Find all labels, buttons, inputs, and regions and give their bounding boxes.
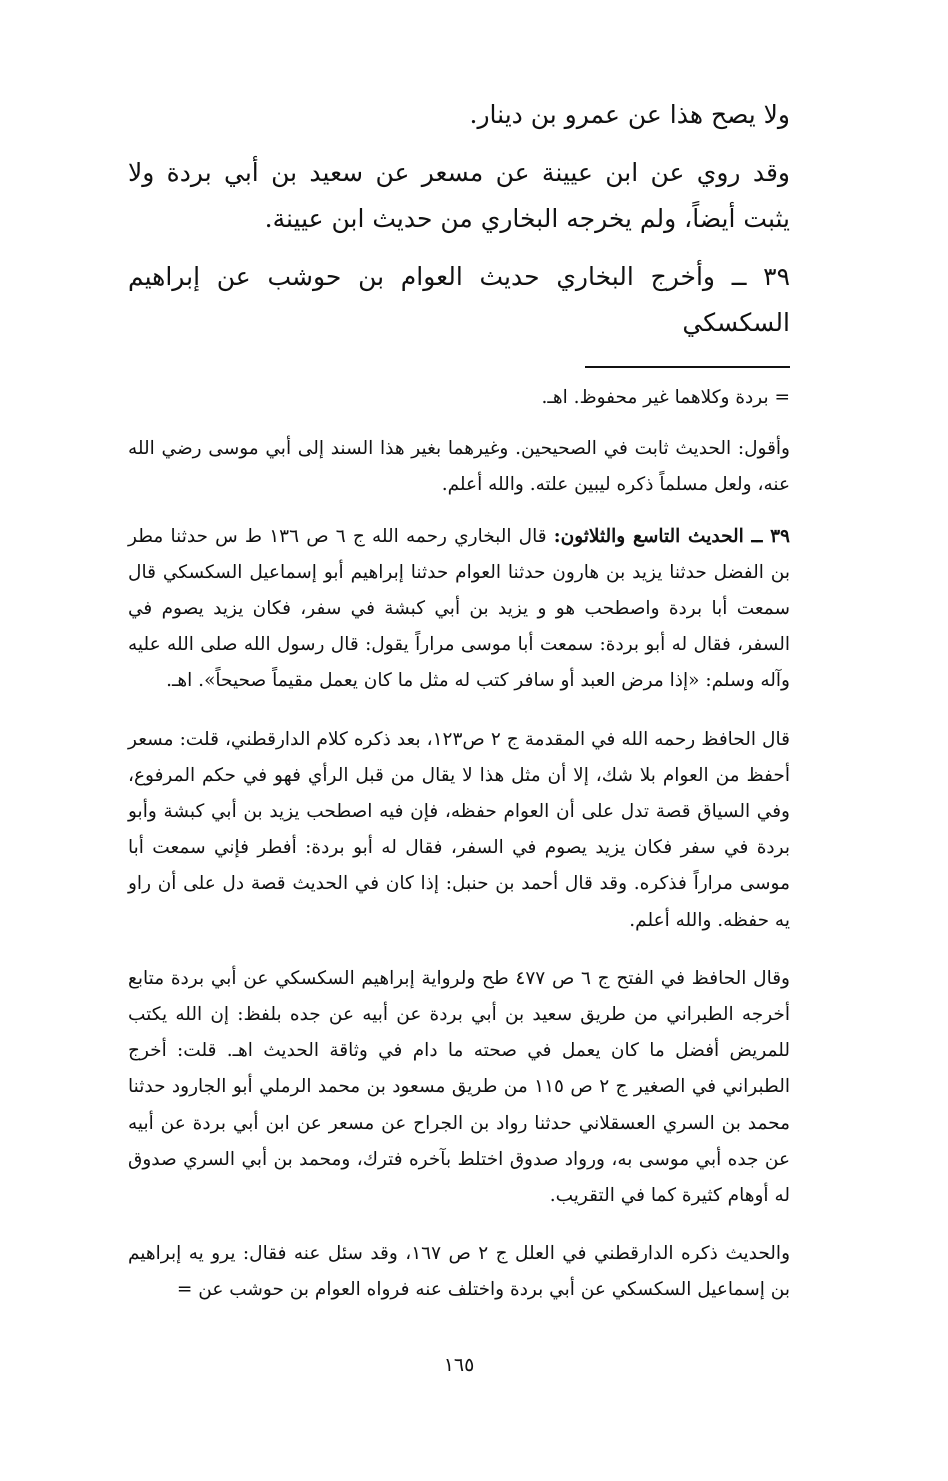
footnote-separator [585, 366, 790, 368]
hadith-heading: ٣٩ ــ الحديث التاسع والثلاثون: [553, 525, 790, 547]
footnote-paragraph-4: وقال الحافظ في الفتح ج ٦ ص ٤٧٧ طح ولرواية إبراهيم السكسكي عن أبي بردة متابع أخرجه الطبراني من طريق سعيد بن أبي بردة عن أبيه عن جده بلفظ: إن الله يكتب للمريض أفضل ما كان يعمل في صحته ما دام في وثاقة الحديث اهـ. قلت: أخرج الطبراني في الصغير ج ٢ ص ١١٥ من طريق مسعود بن محمد الرملي أبو الجارود حدثنا محمد بن السري العسقلاني حدثنا رواد بن الجراح عن مسعر عن ابن أبي بردة عن أبيه عن جده أبي موسى به، ورواد صدوق اختلط بآخره فترك، ومحمد بن أبي السري صدوق له أوهام كثيرة كما في التقريب. [128, 967, 790, 1207]
main-text [128, 92, 790, 346]
footnotes [128, 380, 790, 1309]
page-number: ١٦٥ [443, 1354, 475, 1376]
main-paragraph-1: ولا يصح هذا عن عمرو بن دينار. [469, 100, 790, 129]
main-paragraph-3: ٣٩ ــ وأخرج البخاري حديث العوام بن حوشب عن إبراهيم السكسكي [128, 262, 790, 337]
footnote-continuation: = بردة وكلاهما غير محفوظ. اهـ. [541, 387, 790, 408]
hadith-text: قال البخاري رحمه الله ج ٦ ص ١٣٦ ط س حدثنا مطر بن الفضل حدثنا يزيد بن هارون حدثنا العوام حدثنا إبراهيم أبو إسماعيل السكسكي قال سمعت أبا بردة واصطحب هو و يزيد بن أبي كبشة في سفر، فكان يزيد يصوم في السفر، فقال له أبو بردة: سمعت أبا موسى مراراً يقول: قال رسول الله صلى الله عليه وآله وسلم: «إذا مرض العبد أو سافر كتب له مثل ما كان يعمل مقيماً صحيحاً». اهـ. [128, 525, 790, 692]
footnote-paragraph-5: والحديث ذكره الدارقطني في العلل ج ٢ ص ١٦٧، وقد سئل عنه فقال: يرو يه إبراهيم بن إسماعيل السكسكي عن أبي بردة واختلف عنه فرواه العوام بن حوشب عن = [128, 1243, 790, 1301]
footnote-paragraph-3: قال الحافظ رحمه الله في المقدمة ج ٢ ص١٢٣، بعد ذكره كلام الدارقطني، قلت: مسعر أحفظ من العوام بلا شك، إلا أن مثل هذا لا يقال من قبل الرأي فهو في حكم المرفوع، وفي السياق قصة تدل على أن العوام حفظه، فإن فيه اصطحب يزيد بن أبي كبشة وأبو بردة في سفر فكان يزيد يصوم في السفر، فقال له أبو بردة: أفطر فإني سمعت أبا موسى مراراً فذكره. وقد قال أحمد بن حنبل: إذا كان في الحديث قصة دل على أن راو يه حفظه. والله أعلم. [128, 728, 790, 931]
book-page [128, 92, 790, 1392]
footnote-paragraph-2 [128, 519, 790, 700]
footnote-paragraph-1: وأقول: الحديث ثابت في الصحيحين. وغيرهما بغير هذا السند إلى أبي موسى رضي الله عنه، ولعل مسلماً ذكره ليبين علته. والله أعلم. [128, 438, 790, 496]
main-paragraph-2: وقد روي عن ابن عيينة عن مسعر عن سعيد بن أبي بردة ولا يثبت أيضاً، ولم يخرجه البخاري من حديث ابن عيينة. [128, 158, 790, 233]
